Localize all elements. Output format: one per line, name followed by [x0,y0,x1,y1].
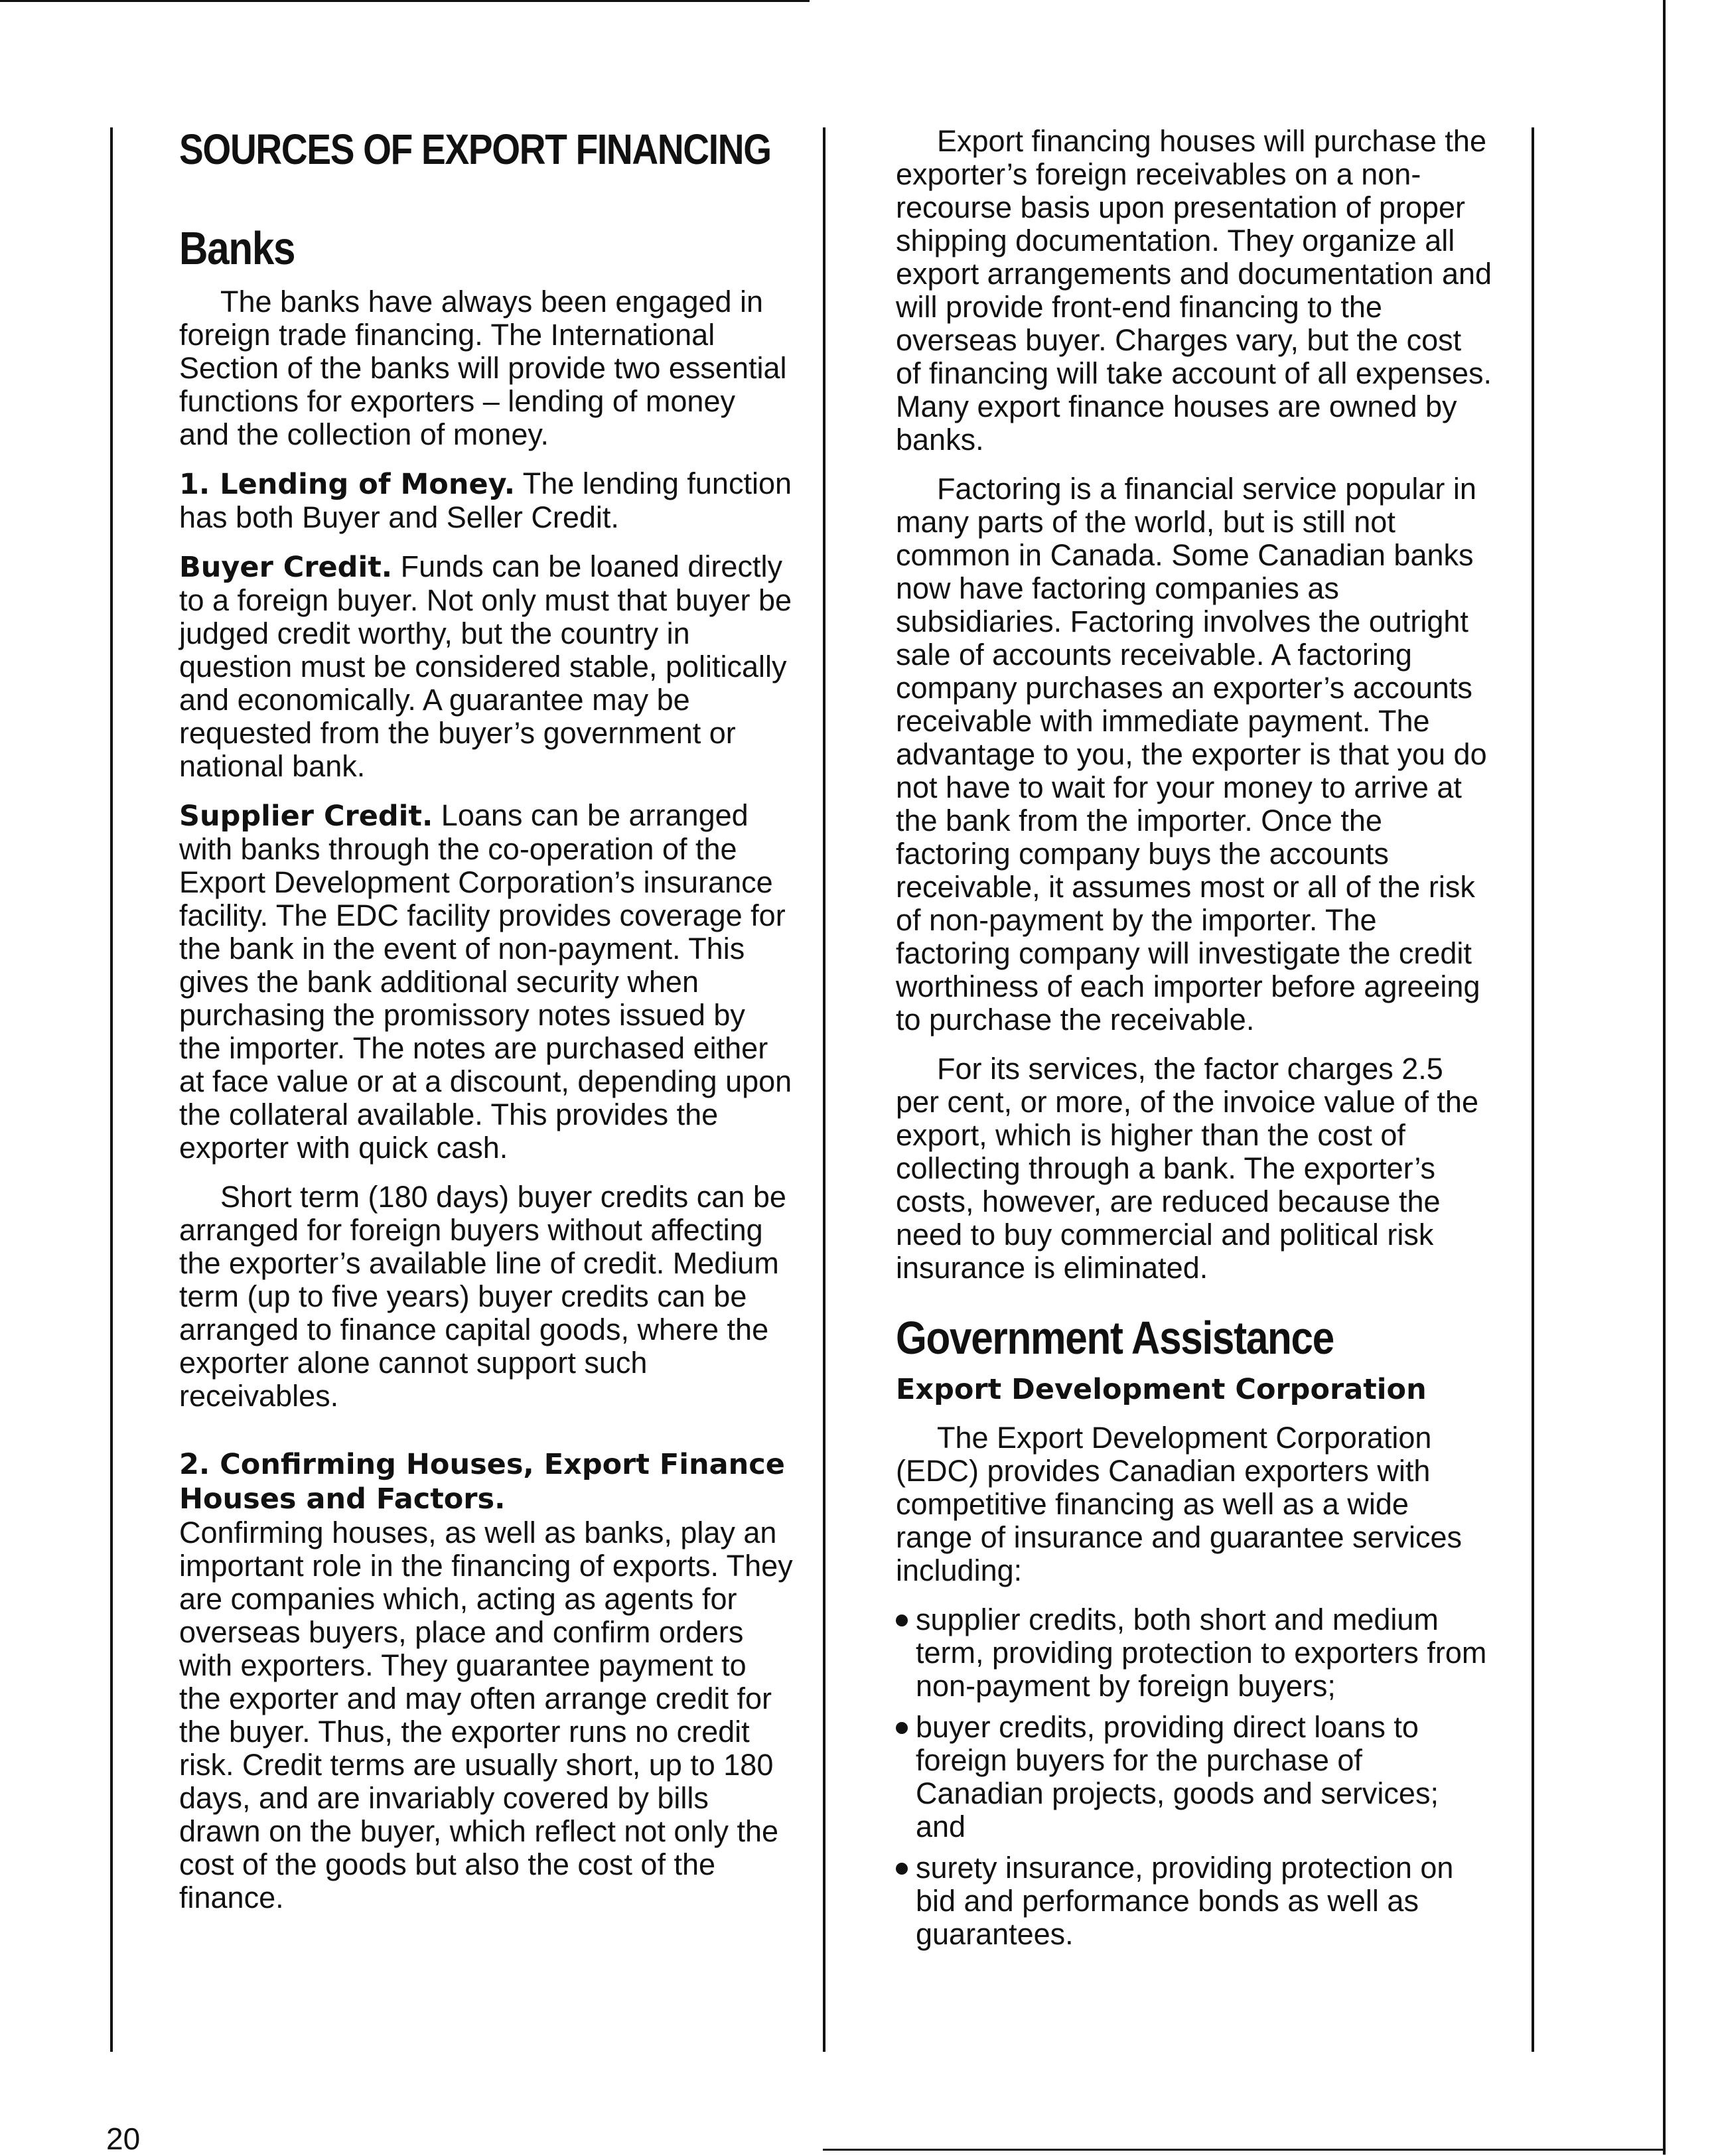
bullet-icon [896,1615,908,1626]
list-item [896,1603,1493,1703]
list-item-text: buyer credits, providing direct loans to foreign buyers for the purchase of Canadian projects, goods and services; and [916,1710,1439,1843]
bullet-icon [896,1863,908,1875]
lending-paragraph [179,467,793,534]
buyer-credit-paragraph [179,550,793,783]
lending-lead: 1. Lending of Money. [179,468,516,501]
factor-charges-paragraph: For its services, the factor charges 2.5 per cent, or more, of the invoice value of the export, which is higher than the cost of collecting through a bank. The exporter’s costs, however, are reduced because the need to buy commercial and political risk insurance is eliminated. [896,1052,1478,1285]
section-heading-banks: Banks [179,222,295,274]
left-column [179,125,793,1914]
right-edge-rule [1663,0,1666,2155]
export-houses-paragraph: Export financing houses will purchase the exporter’s foreign receivables on a non-recourse basis upon presentation of proper shipping documentation. They organize all export arrangements and documentation and will provide front-end financing to the overseas buyer. Charges vary, but the cost of financing will take account of all expenses. Many export finance houses are owned by banks. [896,124,1492,457]
confirming-houses-paragraph: Confirming houses, as well as banks, play an important role in the financing of exports. They are companies which, acting as agents for overseas buyers, place and confirm orders with exporters. They guarantee payment to the exporter and may often arrange credit for the buyer. Thus, the exporter runs no credit risk. Credit terms are usually short, up to 180 days, and are invariably covered by bills drawn on the buyer, which reflect not only the cost of the goods but also the cost of the finance. [179,1516,793,1914]
list-item-text: surety insurance, providing protection on bid and performance bonds as well as guarantees. [916,1851,1454,1951]
buyer-credit-lead: Buyer Credit. [179,551,393,584]
list-item [896,1711,1493,1843]
short-term-paragraph: Short term (180 days) buyer credits can be arranged for foreign buyers without affecting the exporter’s available line of credit. Medium term (up to five years) buyer credits can be arranged to finance capital goods, where the exporter alone cannot support such receivables. [179,1180,786,1413]
buyer-credit-text: Funds can be loaned directly to a foreign buyer. Not only must that buyer be judged credit worthy, but the country in question must be considered stable, politically and economically. A guarantee may be requested from the buyer’s government or national bank. [179,549,792,783]
factoring-paragraph: Factoring is a financial service popular in many parts of the world, but is still not common in Canada. Some Canadian banks now have factoring companies as subsidiaries. Factoring involves the outright sale of accounts receivable. A factoring company purchases an exporter’s accounts receivable with immediate payment. The advantage to you, the exporter is that you do not have to wait for your money to arrive at the bank from the importer. Once the factoring company buys the accounts receivable, it assumes most or all of the risk of non-payment by the importer. The factoring company will investigate the credit worthiness of each importer before agreeing to purchase the receivable. [896,472,1487,1037]
edc-subheading: Export Development Corporation [896,1373,1427,1406]
banks-intro-paragraph: The banks have always been engaged in foreign trade financing. The International Section of the banks will provide two essential functions for exporters – lending of money and the collection of money. [179,285,787,451]
supplier-credit-lead: Supplier Credit. [179,800,433,833]
page-number: 20 [106,2121,141,2156]
edc-services-list [896,1603,1493,1951]
right-column [896,125,1493,1951]
list-item [896,1851,1493,1951]
bullet-icon [896,1722,908,1734]
section-heading-government-assistance: Government Assistance [896,1312,1334,1364]
top-border-rule [0,0,810,2]
column-divider-rule [823,127,825,2052]
edc-intro-paragraph: The Export Development Corporation (EDC) provides Canadian exporters with competitive financing as well as a wide range of insurance and guarantee services including: [896,1421,1463,1587]
bottom-right-rule [823,2149,1666,2151]
confirming-houses-heading: 2. Confirming Houses, Export Finance Houses and Factors. [179,1448,785,1516]
page-title: SOURCES OF EXPORT FINANCING [179,125,771,173]
right-margin-rule [1532,127,1534,2052]
supplier-credit-text: Loans can be arranged with banks through the co-operation of the Export Development Corporation’s insurance facility. The EDC facility provides coverage for the bank in the event of non-payment. This gives the bank additional security when purchasing the promissory notes issued by the importer. The notes are purchased either at face value or at a discount, depending upon the collateral available. This provides the exporter with quick cash. [179,798,792,1165]
left-margin-rule [110,127,113,2052]
supplier-credit-paragraph [179,799,793,1165]
lending-text: The lending function has both Buyer and Seller Credit. [179,467,792,534]
list-item-text: supplier credits, both short and medium term, providing protection to exporters from non-payment by foreign buyers; [916,1603,1487,1703]
